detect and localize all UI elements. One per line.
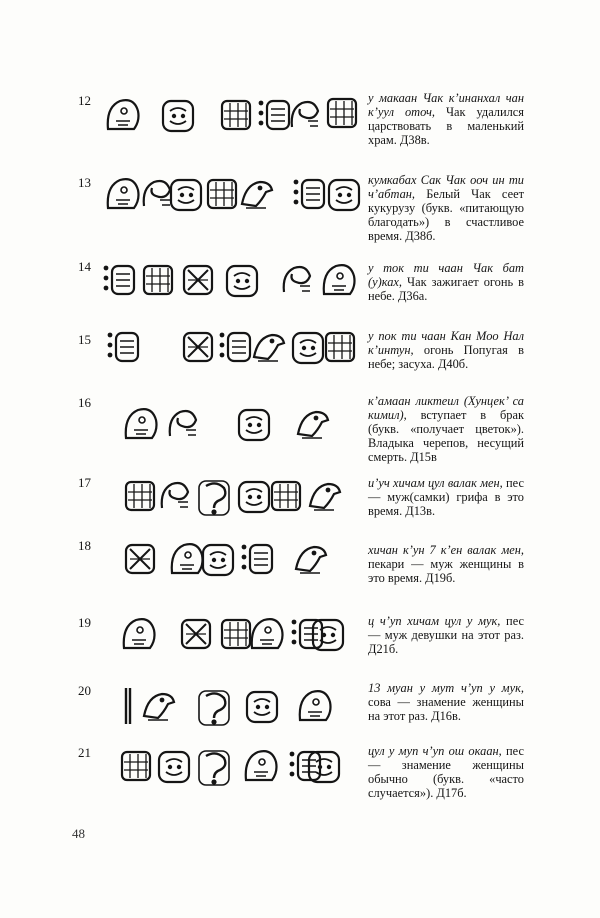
translation: вступает в брак (букв. «получает цветок»). Владыка черепов, несущий смерть. Д15в <box>368 408 524 465</box>
maya-glyph-drawing <box>100 402 362 448</box>
row-number: 16 <box>78 395 91 410</box>
translation: пес — муж девушки на этот раз. Д21б. <box>368 614 524 657</box>
glyph-reading <box>368 681 524 723</box>
transliteration: ц ч’уп хичам цул у мук, <box>368 614 501 628</box>
transliteration: у макаан Чак к’инанхал чан к’уул оточ, <box>368 91 524 120</box>
glyph-block <box>100 258 362 304</box>
transliteration: 13 муан у мут ч’уп у мук, <box>368 681 524 695</box>
maya-glyph-drawing <box>100 93 362 139</box>
row-number: 18 <box>78 538 91 553</box>
transliteration: кумкабах Сак Чак ооч ин ти ч’абтан, <box>368 173 524 202</box>
translation: огонь Попугая в небе; засуха. Д40б. <box>368 343 524 372</box>
glyph-block <box>100 612 362 658</box>
glyph-block <box>100 474 362 520</box>
glyph-block <box>100 172 362 218</box>
glyph-reading <box>368 744 524 800</box>
glyph-block <box>100 684 362 730</box>
maya-glyph-drawing <box>100 684 362 730</box>
row-number: 15 <box>78 332 91 347</box>
maya-glyph-drawing <box>100 258 362 304</box>
maya-glyph-drawing <box>100 172 362 218</box>
translation: сова — знамение женщины на этот раз. Д16в. <box>368 695 524 724</box>
glyph-block <box>100 93 362 139</box>
translation: Чак удалился царствовать в маленький храм. Д38в. <box>368 105 524 148</box>
transliteration: к’амаан ликтеил (Хунцек’ са кимил), <box>368 394 524 423</box>
glyph-reading <box>368 91 524 147</box>
glyph-block <box>100 537 362 583</box>
glyph-reading <box>368 173 524 243</box>
glyph-block <box>100 744 362 790</box>
translation: пекари — муж женщины в это время. Д19б. <box>368 557 524 586</box>
row-number: 19 <box>78 615 91 630</box>
glyph-reading <box>368 543 524 585</box>
translation: Белый Чак сеет кукурузу (букв. «питающую благодать») в счастливое время. Д38б. <box>368 187 524 244</box>
translation: пес — муж(самки) грифа в это время. Д13в. <box>368 476 524 519</box>
maya-glyph-drawing <box>100 325 362 371</box>
row-number: 13 <box>78 175 91 190</box>
row-number: 21 <box>78 745 91 760</box>
maya-glyph-drawing <box>100 612 362 658</box>
maya-glyph-drawing <box>100 537 362 583</box>
transliteration: и’уч хичам цул валак мен, <box>368 476 503 490</box>
row-number: 12 <box>78 93 91 108</box>
glyph-reading <box>368 476 524 518</box>
glyph-reading <box>368 394 524 464</box>
row-number: 20 <box>78 683 91 698</box>
row-number: 14 <box>78 259 91 274</box>
glyph-block <box>100 325 362 371</box>
row-number: 17 <box>78 475 91 490</box>
transliteration: у пок ти чаан Кан Моо Нал к’интун, <box>368 329 524 358</box>
glyph-reading <box>368 614 524 656</box>
translation: пес — знамение женщины обычно (букв. «часто случается»). Д17б. <box>368 744 524 801</box>
transliteration: хичан к’ун 7 к’ен валак мен, <box>368 543 524 557</box>
glyph-reading <box>368 261 524 303</box>
page-number: 48 <box>72 826 85 841</box>
translation: Чак зажигает огонь в небе. Д36а. <box>368 275 524 304</box>
transliteration: у ток ти чаан Чак бат (у)ках, <box>368 261 524 290</box>
transliteration: цул у муп ч’уп ош окаан, <box>368 744 502 758</box>
glyph-block <box>100 402 362 448</box>
maya-glyph-drawing <box>100 474 362 520</box>
glyph-reading <box>368 329 524 371</box>
maya-glyph-drawing <box>100 744 362 790</box>
